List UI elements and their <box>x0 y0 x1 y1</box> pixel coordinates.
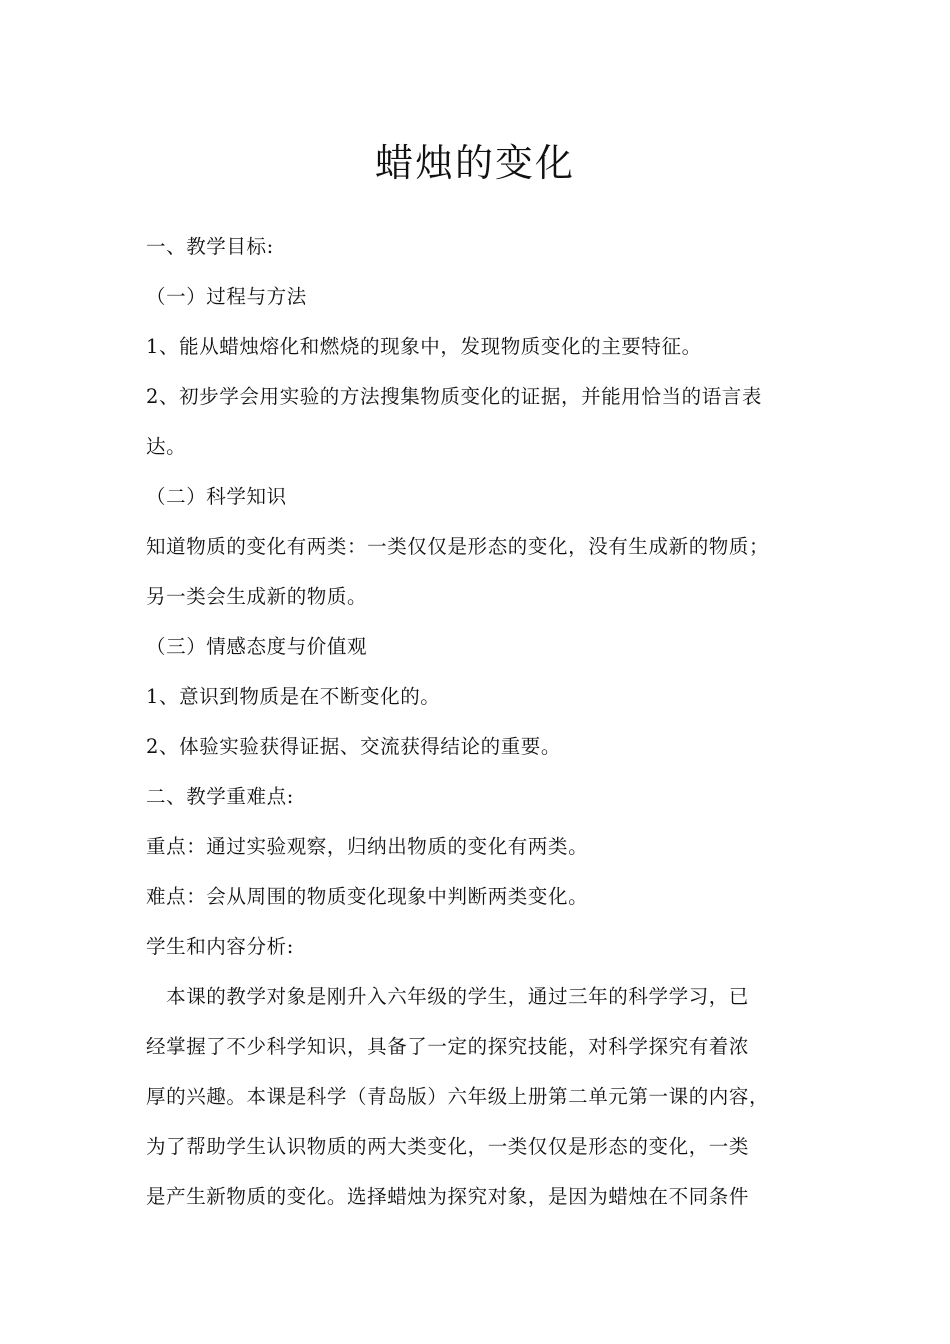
section-heading-key-points: 二、教学重难点: <box>146 785 294 808</box>
paragraph-line: 2、初步学会用实验的方法搜集物质变化的证据，并能用恰当的语言表 <box>146 385 763 408</box>
document-title: 蜡烛的变化 <box>374 141 575 185</box>
paragraph-line: 另一类会生成新的物质。 <box>146 585 368 608</box>
section-heading-teaching-goals: 一、教学目标: <box>146 235 274 258</box>
paragraph-line: 重点：通过实验观察，归纳出物质的变化有两类。 <box>146 835 589 858</box>
paragraph-line: 1、能从蜡烛熔化和燃烧的现象中，发现物质变化的主要特征。 <box>146 335 702 358</box>
paragraph-line: 是产生新物质的变化。选择蜡烛为探究对象，是因为蜡烛在不同条件 <box>146 1185 750 1208</box>
subsection-heading-attitudes-values: （三）情感态度与价值观 <box>146 635 368 658</box>
subsection-heading-science-knowledge: （二）科学知识 <box>146 485 287 508</box>
paragraph-line: 经掌握了不少科学知识，具备了一定的探究技能，对科学探究有着浓 <box>146 1035 750 1058</box>
paragraph-line: 本课的教学对象是刚升入六年级的学生，通过三年的科学学习，已 <box>146 985 750 1008</box>
paragraph-line: 难点：会从周围的物质变化现象中判断两类变化。 <box>146 885 589 908</box>
section-heading-analysis: 学生和内容分析: <box>146 935 294 958</box>
paragraph-line: 达。 <box>146 435 187 458</box>
subsection-heading-process-methods: （一）过程与方法 <box>146 285 307 308</box>
document-body <box>146 222 826 1222</box>
paragraph-line: 1、意识到物质是在不断变化的。 <box>146 685 441 708</box>
paragraph-line: 为了帮助学生认识物质的两大类变化，一类仅仅是形态的变化，一类 <box>146 1135 750 1158</box>
paragraph-line: 知道物质的变化有两类：一类仅仅是形态的变化，没有生成新的物质； <box>146 535 770 558</box>
paragraph-line: 2、体验实验获得证据、交流获得结论的重要。 <box>146 735 562 758</box>
paragraph-line: 厚的兴趣。本课是科学（青岛版）六年级上册第二单元第一课的内容， <box>146 1085 770 1108</box>
